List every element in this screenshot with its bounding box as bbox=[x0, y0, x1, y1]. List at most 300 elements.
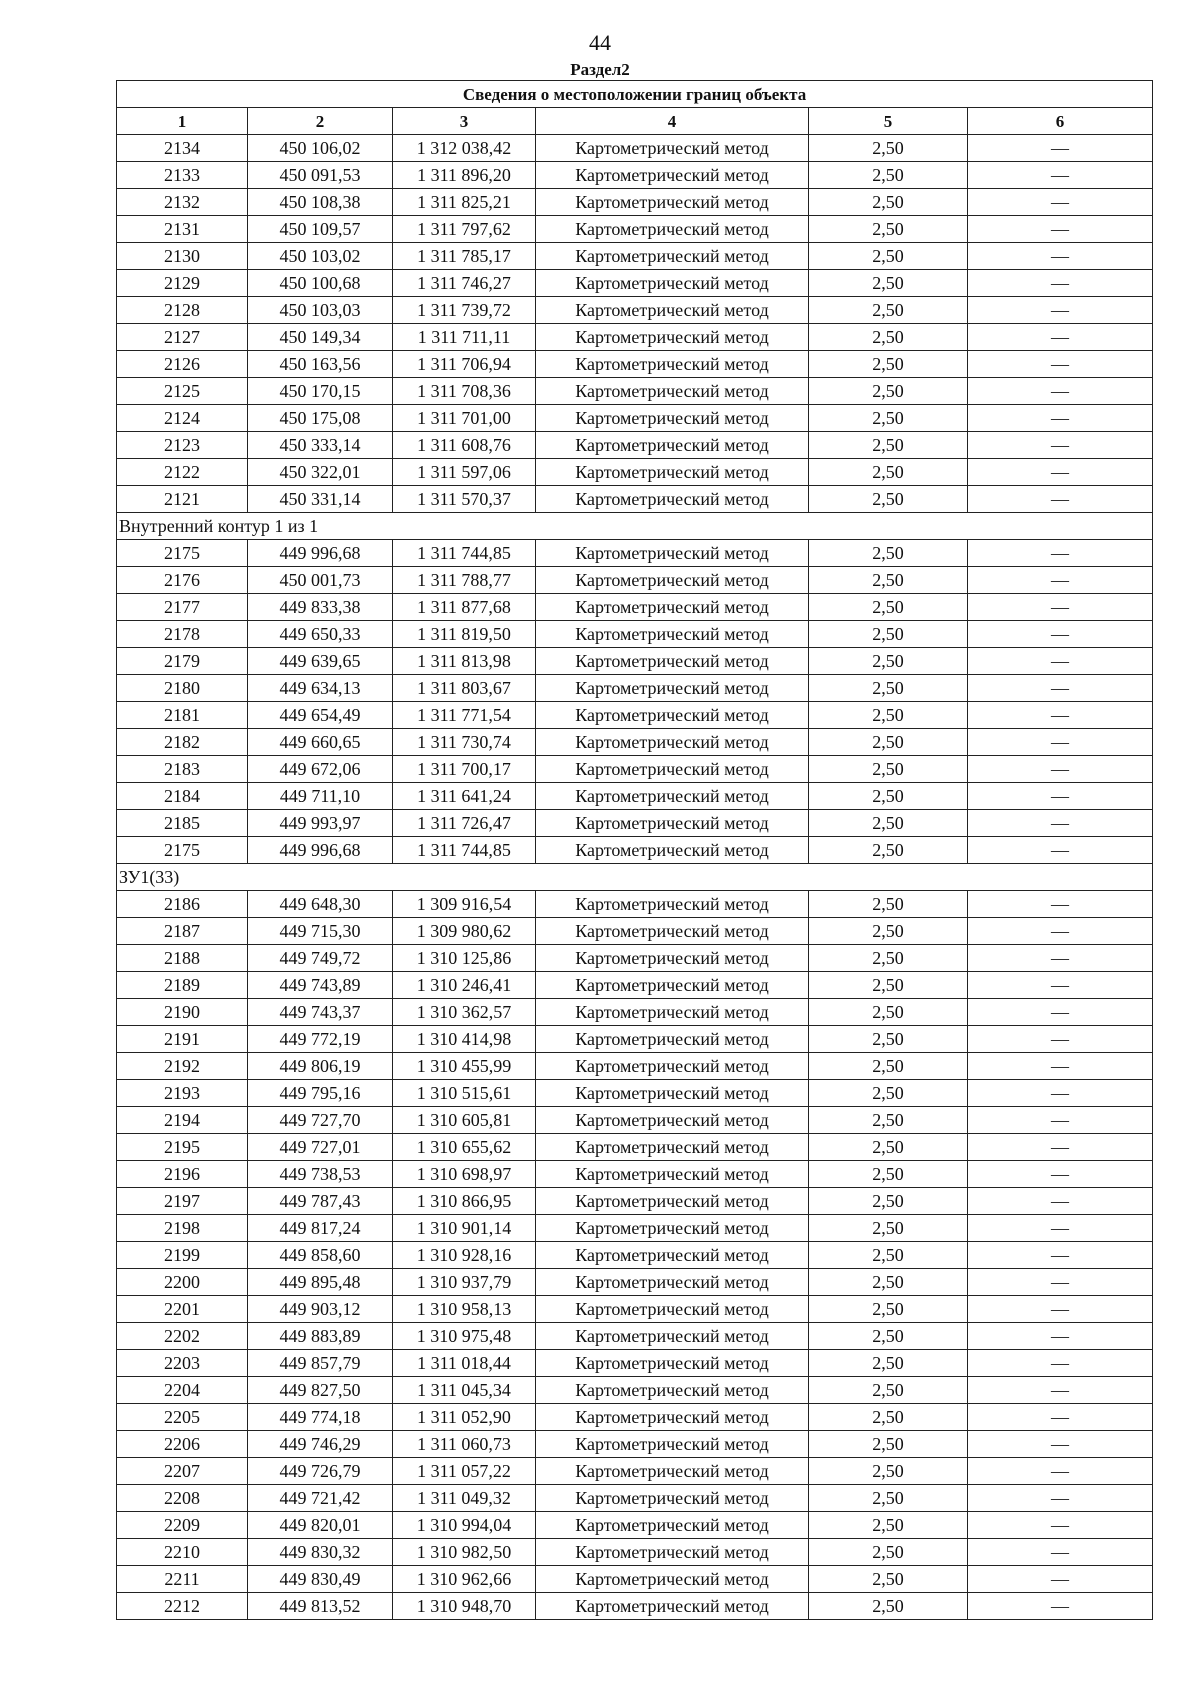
point-number-cell: 2192 bbox=[117, 1053, 248, 1080]
table-row bbox=[117, 405, 1153, 432]
x-coordinate-cell: 449 660,65 bbox=[248, 729, 393, 756]
y-coordinate-cell: 1 311 803,67 bbox=[393, 675, 536, 702]
y-coordinate-cell: 1 311 711,11 bbox=[393, 324, 536, 351]
description-cell: — bbox=[968, 1026, 1153, 1053]
x-coordinate-cell: 449 895,48 bbox=[248, 1269, 393, 1296]
table-row bbox=[117, 702, 1153, 729]
description-cell: — bbox=[968, 729, 1153, 756]
point-number-cell: 2133 bbox=[117, 162, 248, 189]
method-cell: Картометрический метод bbox=[536, 972, 809, 999]
description-cell: — bbox=[968, 999, 1153, 1026]
accuracy-cell: 2,50 bbox=[809, 1242, 968, 1269]
x-coordinate-cell: 449 833,38 bbox=[248, 594, 393, 621]
x-coordinate-cell: 449 996,68 bbox=[248, 540, 393, 567]
point-number-cell: 2129 bbox=[117, 270, 248, 297]
x-coordinate-cell: 449 727,70 bbox=[248, 1107, 393, 1134]
description-cell: — bbox=[968, 1215, 1153, 1242]
y-coordinate-cell: 1 311 597,06 bbox=[393, 459, 536, 486]
x-coordinate-cell: 449 883,89 bbox=[248, 1323, 393, 1350]
x-coordinate-cell: 449 996,68 bbox=[248, 837, 393, 864]
x-coordinate-cell: 449 795,16 bbox=[248, 1080, 393, 1107]
x-coordinate-cell: 449 654,49 bbox=[248, 702, 393, 729]
method-cell: Картометрический метод bbox=[536, 945, 809, 972]
y-coordinate-cell: 1 311 746,27 bbox=[393, 270, 536, 297]
accuracy-cell: 2,50 bbox=[809, 459, 968, 486]
method-cell: Картометрический метод bbox=[536, 1080, 809, 1107]
point-number-cell: 2185 bbox=[117, 810, 248, 837]
table-row bbox=[117, 675, 1153, 702]
accuracy-cell: 2,50 bbox=[809, 1458, 968, 1485]
point-number-cell: 2188 bbox=[117, 945, 248, 972]
y-coordinate-cell: 1 311 049,32 bbox=[393, 1485, 536, 1512]
point-number-cell: 2181 bbox=[117, 702, 248, 729]
table-row bbox=[117, 1107, 1153, 1134]
point-number-cell: 2204 bbox=[117, 1377, 248, 1404]
table-row bbox=[117, 432, 1153, 459]
x-coordinate-cell: 449 721,42 bbox=[248, 1485, 393, 1512]
accuracy-cell: 2,50 bbox=[809, 216, 968, 243]
point-number-cell: 2128 bbox=[117, 297, 248, 324]
table-row bbox=[117, 1404, 1153, 1431]
method-cell: Картометрический метод bbox=[536, 648, 809, 675]
y-coordinate-cell: 1 311 877,68 bbox=[393, 594, 536, 621]
table-row bbox=[117, 810, 1153, 837]
method-cell: Картометрический метод bbox=[536, 1458, 809, 1485]
method-cell: Картометрический метод bbox=[536, 216, 809, 243]
table-row bbox=[117, 1377, 1153, 1404]
x-coordinate-cell: 449 650,33 bbox=[248, 621, 393, 648]
description-cell: — bbox=[968, 135, 1153, 162]
point-number-cell: 2177 bbox=[117, 594, 248, 621]
table-row bbox=[117, 135, 1153, 162]
table-row bbox=[117, 918, 1153, 945]
description-cell: — bbox=[968, 378, 1153, 405]
x-coordinate-cell: 449 827,50 bbox=[248, 1377, 393, 1404]
y-coordinate-cell: 1 311 700,17 bbox=[393, 756, 536, 783]
method-cell: Картометрический метод bbox=[536, 1026, 809, 1053]
y-coordinate-cell: 1 311 744,85 bbox=[393, 837, 536, 864]
y-coordinate-cell: 1 310 994,04 bbox=[393, 1512, 536, 1539]
y-coordinate-cell: 1 311 825,21 bbox=[393, 189, 536, 216]
table-row bbox=[117, 945, 1153, 972]
description-cell: — bbox=[968, 189, 1153, 216]
column-numbers-row bbox=[117, 108, 1153, 135]
method-cell: Картометрический метод bbox=[536, 1134, 809, 1161]
y-coordinate-cell: 1 310 982,50 bbox=[393, 1539, 536, 1566]
x-coordinate-cell: 450 106,02 bbox=[248, 135, 393, 162]
method-cell: Картометрический метод bbox=[536, 1107, 809, 1134]
method-cell: Картометрический метод bbox=[536, 378, 809, 405]
table-row bbox=[117, 486, 1153, 513]
table-row bbox=[117, 594, 1153, 621]
point-number-cell: 2196 bbox=[117, 1161, 248, 1188]
point-number-cell: 2124 bbox=[117, 405, 248, 432]
x-coordinate-cell: 450 103,02 bbox=[248, 243, 393, 270]
table-row bbox=[117, 1053, 1153, 1080]
accuracy-cell: 2,50 bbox=[809, 675, 968, 702]
y-coordinate-cell: 1 311 813,98 bbox=[393, 648, 536, 675]
accuracy-cell: 2,50 bbox=[809, 1134, 968, 1161]
x-coordinate-cell: 450 100,68 bbox=[248, 270, 393, 297]
accuracy-cell: 2,50 bbox=[809, 594, 968, 621]
description-cell: — bbox=[968, 648, 1153, 675]
y-coordinate-cell: 1 310 125,86 bbox=[393, 945, 536, 972]
description-cell: — bbox=[968, 351, 1153, 378]
method-cell: Картометрический метод bbox=[536, 297, 809, 324]
y-coordinate-cell: 1 311 570,37 bbox=[393, 486, 536, 513]
point-number-cell: 2194 bbox=[117, 1107, 248, 1134]
method-cell: Картометрический метод bbox=[536, 405, 809, 432]
description-cell: — bbox=[968, 1350, 1153, 1377]
method-cell: Картометрический метод bbox=[536, 1377, 809, 1404]
description-cell: — bbox=[968, 1458, 1153, 1485]
point-number-cell: 2127 bbox=[117, 324, 248, 351]
point-number-cell: 2132 bbox=[117, 189, 248, 216]
y-coordinate-cell: 1 310 362,57 bbox=[393, 999, 536, 1026]
accuracy-cell: 2,50 bbox=[809, 810, 968, 837]
accuracy-cell: 2,50 bbox=[809, 1269, 968, 1296]
point-number-cell: 2208 bbox=[117, 1485, 248, 1512]
accuracy-cell: 2,50 bbox=[809, 1215, 968, 1242]
accuracy-cell: 2,50 bbox=[809, 1539, 968, 1566]
x-coordinate-cell: 449 830,32 bbox=[248, 1539, 393, 1566]
description-cell: — bbox=[968, 1296, 1153, 1323]
description-cell: — bbox=[968, 1161, 1153, 1188]
method-cell: Картометрический метод bbox=[536, 837, 809, 864]
table-row bbox=[117, 648, 1153, 675]
table-row bbox=[117, 1296, 1153, 1323]
y-coordinate-cell: 1 311 057,22 bbox=[393, 1458, 536, 1485]
accuracy-cell: 2,50 bbox=[809, 270, 968, 297]
description-cell: — bbox=[968, 945, 1153, 972]
description-cell: — bbox=[968, 459, 1153, 486]
point-number-cell: 2195 bbox=[117, 1134, 248, 1161]
accuracy-cell: 2,50 bbox=[809, 243, 968, 270]
description-cell: — bbox=[968, 1377, 1153, 1404]
method-cell: Картометрический метод bbox=[536, 135, 809, 162]
table-row bbox=[117, 1188, 1153, 1215]
method-cell: Картометрический метод bbox=[536, 459, 809, 486]
description-cell: — bbox=[968, 702, 1153, 729]
method-cell: Картометрический метод bbox=[536, 1485, 809, 1512]
method-cell: Картометрический метод bbox=[536, 540, 809, 567]
point-number-cell: 2122 bbox=[117, 459, 248, 486]
x-coordinate-cell: 449 787,43 bbox=[248, 1188, 393, 1215]
boundary-coordinates-table bbox=[116, 80, 1153, 1620]
y-coordinate-cell: 1 311 730,74 bbox=[393, 729, 536, 756]
accuracy-cell: 2,50 bbox=[809, 1026, 968, 1053]
column-header: 1 bbox=[117, 108, 248, 135]
method-cell: Картометрический метод bbox=[536, 675, 809, 702]
method-cell: Картометрический метод bbox=[536, 1161, 809, 1188]
column-header: 6 bbox=[968, 108, 1153, 135]
y-coordinate-cell: 1 309 980,62 bbox=[393, 918, 536, 945]
table-body bbox=[117, 135, 1153, 1620]
table-row bbox=[117, 756, 1153, 783]
accuracy-cell: 2,50 bbox=[809, 1377, 968, 1404]
y-coordinate-cell: 1 310 901,14 bbox=[393, 1215, 536, 1242]
x-coordinate-cell: 449 820,01 bbox=[248, 1512, 393, 1539]
y-coordinate-cell: 1 310 866,95 bbox=[393, 1188, 536, 1215]
point-number-cell: 2202 bbox=[117, 1323, 248, 1350]
x-coordinate-cell: 449 774,18 bbox=[248, 1404, 393, 1431]
x-coordinate-cell: 450 322,01 bbox=[248, 459, 393, 486]
x-coordinate-cell: 450 333,14 bbox=[248, 432, 393, 459]
description-cell: — bbox=[968, 1188, 1153, 1215]
description-cell: — bbox=[968, 1053, 1153, 1080]
point-number-cell: 2123 bbox=[117, 432, 248, 459]
column-header: 2 bbox=[248, 108, 393, 135]
point-number-cell: 2176 bbox=[117, 567, 248, 594]
y-coordinate-cell: 1 311 785,17 bbox=[393, 243, 536, 270]
table-row bbox=[117, 1485, 1153, 1512]
table-row bbox=[117, 189, 1153, 216]
accuracy-cell: 2,50 bbox=[809, 1107, 968, 1134]
table-row bbox=[117, 1431, 1153, 1458]
accuracy-cell: 2,50 bbox=[809, 729, 968, 756]
point-number-cell: 2125 bbox=[117, 378, 248, 405]
method-cell: Картометрический метод bbox=[536, 567, 809, 594]
section-title: Раздел2 bbox=[570, 60, 630, 79]
y-coordinate-cell: 1 311 052,90 bbox=[393, 1404, 536, 1431]
x-coordinate-cell: 449 857,79 bbox=[248, 1350, 393, 1377]
table-row bbox=[117, 972, 1153, 999]
method-cell: Картометрический метод bbox=[536, 1404, 809, 1431]
table-row bbox=[117, 999, 1153, 1026]
description-cell: — bbox=[968, 891, 1153, 918]
description-cell: — bbox=[968, 216, 1153, 243]
point-number-cell: 2183 bbox=[117, 756, 248, 783]
x-coordinate-cell: 450 091,53 bbox=[248, 162, 393, 189]
accuracy-cell: 2,50 bbox=[809, 621, 968, 648]
accuracy-cell: 2,50 bbox=[809, 1431, 968, 1458]
point-number-cell: 2191 bbox=[117, 1026, 248, 1053]
column-header: 3 bbox=[393, 108, 536, 135]
y-coordinate-cell: 1 311 896,20 bbox=[393, 162, 536, 189]
y-coordinate-cell: 1 311 788,77 bbox=[393, 567, 536, 594]
method-cell: Картометрический метод bbox=[536, 324, 809, 351]
table-row bbox=[117, 1161, 1153, 1188]
accuracy-cell: 2,50 bbox=[809, 891, 968, 918]
table-row bbox=[117, 837, 1153, 864]
method-cell: Картометрический метод bbox=[536, 1539, 809, 1566]
y-coordinate-cell: 1 311 726,47 bbox=[393, 810, 536, 837]
table-row bbox=[117, 297, 1153, 324]
accuracy-cell: 2,50 bbox=[809, 1188, 968, 1215]
description-cell: — bbox=[968, 405, 1153, 432]
accuracy-cell: 2,50 bbox=[809, 1566, 968, 1593]
accuracy-cell: 2,50 bbox=[809, 162, 968, 189]
y-coordinate-cell: 1 310 975,48 bbox=[393, 1323, 536, 1350]
method-cell: Картометрический метод bbox=[536, 1512, 809, 1539]
accuracy-cell: 2,50 bbox=[809, 486, 968, 513]
description-cell: — bbox=[968, 1134, 1153, 1161]
point-number-cell: 2205 bbox=[117, 1404, 248, 1431]
y-coordinate-cell: 1 310 655,62 bbox=[393, 1134, 536, 1161]
y-coordinate-cell: 1 311 744,85 bbox=[393, 540, 536, 567]
point-number-cell: 2178 bbox=[117, 621, 248, 648]
method-cell: Картометрический метод bbox=[536, 162, 809, 189]
x-coordinate-cell: 449 858,60 bbox=[248, 1242, 393, 1269]
y-coordinate-cell: 1 311 708,36 bbox=[393, 378, 536, 405]
table-row bbox=[117, 243, 1153, 270]
x-coordinate-cell: 449 817,24 bbox=[248, 1215, 393, 1242]
method-cell: Картометрический метод bbox=[536, 1269, 809, 1296]
table-row bbox=[117, 567, 1153, 594]
method-cell: Картометрический метод bbox=[536, 594, 809, 621]
point-number-cell: 2210 bbox=[117, 1539, 248, 1566]
x-coordinate-cell: 450 109,57 bbox=[248, 216, 393, 243]
x-coordinate-cell: 450 163,56 bbox=[248, 351, 393, 378]
method-cell: Картометрический метод bbox=[536, 783, 809, 810]
y-coordinate-cell: 1 311 060,73 bbox=[393, 1431, 536, 1458]
table-row bbox=[117, 621, 1153, 648]
table-row bbox=[117, 270, 1153, 297]
x-coordinate-cell: 450 170,15 bbox=[248, 378, 393, 405]
table-row bbox=[117, 891, 1153, 918]
x-coordinate-cell: 449 746,29 bbox=[248, 1431, 393, 1458]
accuracy-cell: 2,50 bbox=[809, 837, 968, 864]
point-number-cell: 2209 bbox=[117, 1512, 248, 1539]
method-cell: Картометрический метод bbox=[536, 189, 809, 216]
y-coordinate-cell: 1 311 819,50 bbox=[393, 621, 536, 648]
point-number-cell: 2126 bbox=[117, 351, 248, 378]
group-label: ЗУ1(33) bbox=[117, 864, 1153, 891]
method-cell: Картометрический метод bbox=[536, 1296, 809, 1323]
table-caption: Сведения о местоположении границ объекта bbox=[117, 81, 1153, 108]
method-cell: Картометрический метод bbox=[536, 1431, 809, 1458]
accuracy-cell: 2,50 bbox=[809, 1512, 968, 1539]
accuracy-cell: 2,50 bbox=[809, 972, 968, 999]
point-number-cell: 2130 bbox=[117, 243, 248, 270]
x-coordinate-cell: 449 726,79 bbox=[248, 1458, 393, 1485]
method-cell: Картометрический метод bbox=[536, 729, 809, 756]
table-row bbox=[117, 1458, 1153, 1485]
table-row bbox=[117, 1512, 1153, 1539]
description-cell: — bbox=[968, 486, 1153, 513]
accuracy-cell: 2,50 bbox=[809, 1485, 968, 1512]
point-number-cell: 2187 bbox=[117, 918, 248, 945]
column-header: 5 bbox=[809, 108, 968, 135]
accuracy-cell: 2,50 bbox=[809, 918, 968, 945]
accuracy-cell: 2,50 bbox=[809, 1080, 968, 1107]
table-row bbox=[117, 1026, 1153, 1053]
description-cell: — bbox=[968, 918, 1153, 945]
accuracy-cell: 2,50 bbox=[809, 783, 968, 810]
x-coordinate-cell: 449 648,30 bbox=[248, 891, 393, 918]
y-coordinate-cell: 1 311 771,54 bbox=[393, 702, 536, 729]
point-number-cell: 2189 bbox=[117, 972, 248, 999]
table-row bbox=[117, 216, 1153, 243]
method-cell: Картометрический метод bbox=[536, 1242, 809, 1269]
x-coordinate-cell: 449 772,19 bbox=[248, 1026, 393, 1053]
method-cell: Картометрический метод bbox=[536, 1215, 809, 1242]
point-number-cell: 2211 bbox=[117, 1566, 248, 1593]
table-row bbox=[117, 783, 1153, 810]
description-cell: — bbox=[968, 1323, 1153, 1350]
point-number-cell: 2134 bbox=[117, 135, 248, 162]
method-cell: Картометрический метод bbox=[536, 891, 809, 918]
point-number-cell: 2175 bbox=[117, 837, 248, 864]
y-coordinate-cell: 1 310 928,16 bbox=[393, 1242, 536, 1269]
y-coordinate-cell: 1 310 698,97 bbox=[393, 1161, 536, 1188]
x-coordinate-cell: 450 175,08 bbox=[248, 405, 393, 432]
x-coordinate-cell: 449 634,13 bbox=[248, 675, 393, 702]
table-row bbox=[117, 1539, 1153, 1566]
accuracy-cell: 2,50 bbox=[809, 351, 968, 378]
accuracy-cell: 2,50 bbox=[809, 1296, 968, 1323]
table-row bbox=[117, 1269, 1153, 1296]
point-number-cell: 2175 bbox=[117, 540, 248, 567]
y-coordinate-cell: 1 311 018,44 bbox=[393, 1350, 536, 1377]
x-coordinate-cell: 449 743,89 bbox=[248, 972, 393, 999]
description-cell: — bbox=[968, 1080, 1153, 1107]
x-coordinate-cell: 449 672,06 bbox=[248, 756, 393, 783]
description-cell: — bbox=[968, 837, 1153, 864]
y-coordinate-cell: 1 311 739,72 bbox=[393, 297, 536, 324]
accuracy-cell: 2,50 bbox=[809, 540, 968, 567]
description-cell: — bbox=[968, 270, 1153, 297]
point-number-cell: 2193 bbox=[117, 1080, 248, 1107]
table-row bbox=[117, 459, 1153, 486]
y-coordinate-cell: 1 311 797,62 bbox=[393, 216, 536, 243]
y-coordinate-cell: 1 312 038,42 bbox=[393, 135, 536, 162]
x-coordinate-cell: 449 639,65 bbox=[248, 648, 393, 675]
point-number-cell: 2184 bbox=[117, 783, 248, 810]
table-row bbox=[117, 378, 1153, 405]
description-cell: — bbox=[968, 162, 1153, 189]
y-coordinate-cell: 1 310 948,70 bbox=[393, 1593, 536, 1620]
table-row bbox=[117, 1215, 1153, 1242]
accuracy-cell: 2,50 bbox=[809, 1161, 968, 1188]
method-cell: Картометрический метод bbox=[536, 702, 809, 729]
description-cell: — bbox=[968, 756, 1153, 783]
x-coordinate-cell: 449 743,37 bbox=[248, 999, 393, 1026]
x-coordinate-cell: 450 103,03 bbox=[248, 297, 393, 324]
point-number-cell: 2131 bbox=[117, 216, 248, 243]
point-number-cell: 2180 bbox=[117, 675, 248, 702]
point-number-cell: 2200 bbox=[117, 1269, 248, 1296]
method-cell: Картометрический метод bbox=[536, 756, 809, 783]
table-row bbox=[117, 1323, 1153, 1350]
accuracy-cell: 2,50 bbox=[809, 1404, 968, 1431]
y-coordinate-cell: 1 311 706,94 bbox=[393, 351, 536, 378]
y-coordinate-cell: 1 310 605,81 bbox=[393, 1107, 536, 1134]
y-coordinate-cell: 1 310 937,79 bbox=[393, 1269, 536, 1296]
description-cell: — bbox=[968, 243, 1153, 270]
x-coordinate-cell: 449 813,52 bbox=[248, 1593, 393, 1620]
accuracy-cell: 2,50 bbox=[809, 405, 968, 432]
x-coordinate-cell: 449 993,97 bbox=[248, 810, 393, 837]
accuracy-cell: 2,50 bbox=[809, 189, 968, 216]
method-cell: Картометрический метод bbox=[536, 810, 809, 837]
description-cell: — bbox=[968, 1539, 1153, 1566]
method-cell: Картометрический метод bbox=[536, 621, 809, 648]
y-coordinate-cell: 1 310 515,61 bbox=[393, 1080, 536, 1107]
description-cell: — bbox=[968, 594, 1153, 621]
description-cell: — bbox=[968, 432, 1153, 459]
accuracy-cell: 2,50 bbox=[809, 297, 968, 324]
method-cell: Картометрический метод bbox=[536, 918, 809, 945]
point-number-cell: 2199 bbox=[117, 1242, 248, 1269]
description-cell: — bbox=[968, 567, 1153, 594]
y-coordinate-cell: 1 310 962,66 bbox=[393, 1566, 536, 1593]
accuracy-cell: 2,50 bbox=[809, 1053, 968, 1080]
group-label-row bbox=[117, 864, 1153, 891]
x-coordinate-cell: 449 806,19 bbox=[248, 1053, 393, 1080]
x-coordinate-cell: 449 738,53 bbox=[248, 1161, 393, 1188]
x-coordinate-cell: 449 711,10 bbox=[248, 783, 393, 810]
